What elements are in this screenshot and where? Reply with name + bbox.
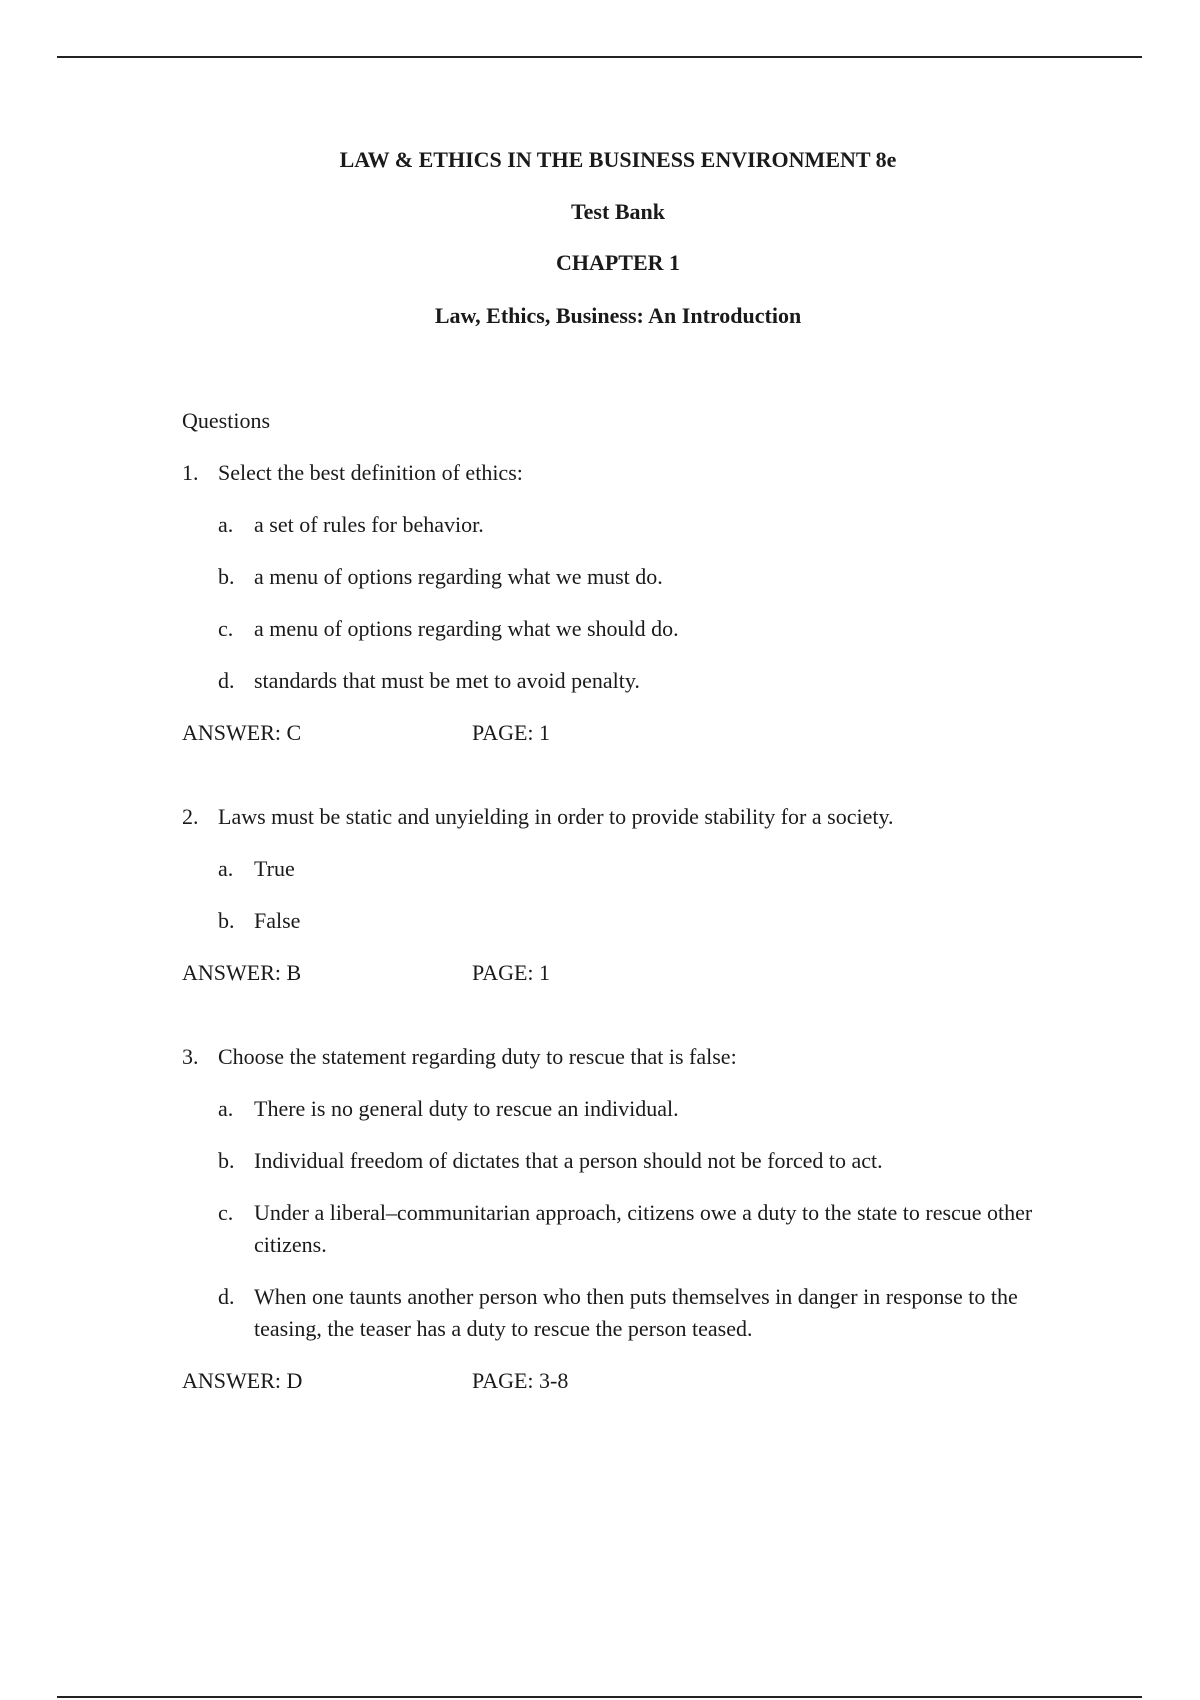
section-label: Questions	[182, 408, 270, 433]
page-reference: PAGE: 1	[472, 960, 551, 985]
option	[218, 509, 1062, 541]
option-letter: d.	[218, 668, 235, 693]
question-text: Choose the statement regarding duty to rescue that is false:	[218, 1044, 737, 1069]
answer: ANSWER: C	[182, 720, 302, 745]
question-text: Laws must be static and unyielding in order to provide stability for a society.	[218, 804, 894, 829]
option-letter: c.	[218, 616, 234, 641]
option-text: False	[254, 908, 301, 933]
option-letter: c.	[218, 1200, 234, 1225]
question-list	[182, 405, 1062, 1397]
answer-row	[182, 717, 1062, 749]
option-text: There is no general duty to rescue an individual.	[254, 1096, 679, 1121]
option-letter: a.	[218, 856, 234, 881]
subtitle: Test Bank	[571, 199, 665, 224]
option-text: a menu of options regarding what we must do.	[254, 564, 663, 589]
option	[218, 1145, 1062, 1177]
question-2	[182, 801, 1062, 833]
bottom-rule	[57, 1696, 1142, 1698]
option	[218, 665, 1062, 697]
option	[218, 1281, 1062, 1345]
answer-row	[182, 957, 1062, 989]
option-text: standards that must be met to avoid penalty.	[254, 668, 640, 693]
question-number: 3.	[182, 1044, 199, 1069]
option	[218, 1197, 1062, 1261]
option-text: a menu of options regarding what we should do.	[254, 616, 679, 641]
option-letter: b.	[218, 564, 235, 589]
question-3	[182, 1041, 1062, 1073]
option-letter: d.	[218, 1284, 235, 1309]
option-text: When one taunts another person who then puts themselves in danger in response to the teasing, the teaser has a duty to rescue the person teased.	[254, 1284, 1018, 1341]
option	[218, 561, 1062, 593]
option	[218, 905, 1062, 937]
option-text: True	[254, 856, 295, 881]
option-letter: a.	[218, 1096, 234, 1121]
answer-row	[182, 1365, 1062, 1397]
option-letter: b.	[218, 908, 235, 933]
option	[218, 853, 1062, 885]
option-text: Individual freedom of dictates that a person should not be forced to act.	[254, 1148, 883, 1173]
chapter-heading: CHAPTER 1	[555, 250, 681, 275]
option-text: Under a liberal–communitarian approach, citizens owe a duty to the state to rescue other citizens.	[254, 1200, 1033, 1257]
answer: ANSWER: B	[182, 960, 302, 985]
page-reference: PAGE: 3-8	[472, 1368, 569, 1393]
option	[218, 1093, 1062, 1125]
top-rule	[57, 56, 1142, 58]
question-number: 2.	[182, 804, 199, 829]
book-title: LAW & ETHICS IN THE BUSINESS ENVIRONMENT 8e	[339, 147, 897, 172]
option-letter: a.	[218, 512, 234, 537]
question-1	[182, 457, 1062, 489]
page-reference: PAGE: 1	[472, 720, 551, 745]
option-text: a set of rules for behavior.	[254, 512, 484, 537]
question-number: 1.	[182, 460, 199, 485]
answer: ANSWER: D	[182, 1368, 303, 1393]
question-text: Select the best definition of ethics:	[218, 460, 523, 485]
chapter-title: Law, Ethics, Business: An Introduction	[434, 303, 802, 328]
option-letter: b.	[218, 1148, 235, 1173]
option	[218, 613, 1062, 645]
